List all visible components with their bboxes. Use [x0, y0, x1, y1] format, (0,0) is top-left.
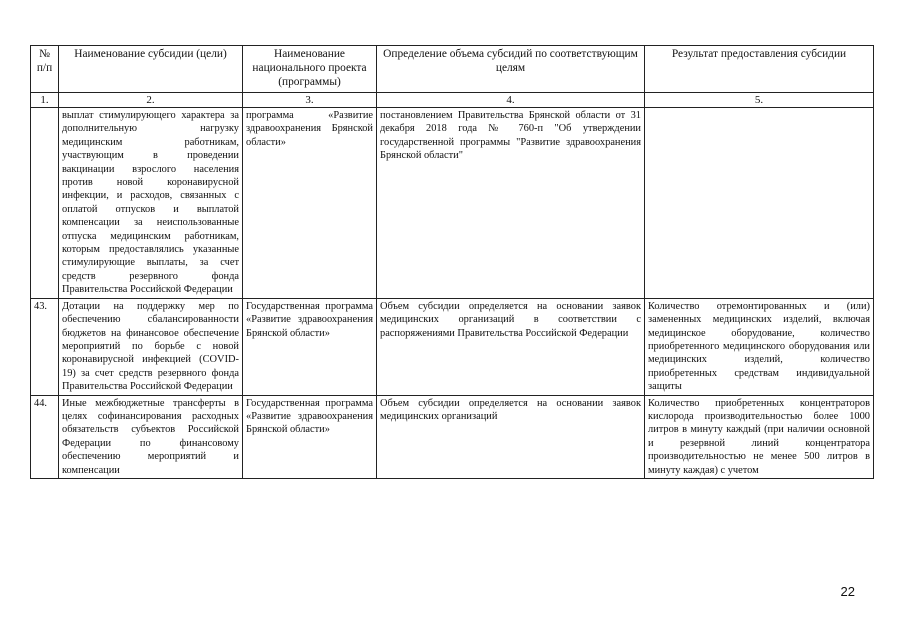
- header-num: № п/п: [31, 46, 59, 93]
- row-volume: постановлением Правительства Брянской области от 31 декабря 2018 года № 760-п "Об утверждении государственной программы "Развитие здравоохранения Брянской области": [377, 108, 645, 299]
- row-num: 44.: [31, 395, 59, 478]
- row-name: Дотации на поддержку мер по обеспечению сбалансированности бюджетов на финансовое обеспечение мероприятий по борьбе с новой коронавирусной инфекцией (COVID-19) за счет средств резервного фонда Правительства Российской Федерации: [59, 298, 243, 395]
- column-number: 5.: [645, 93, 874, 108]
- header-result: Результат предоставления субсидии: [645, 46, 874, 93]
- subsidy-table: [30, 45, 874, 479]
- row-result: [645, 108, 874, 299]
- column-numbers-row: [31, 93, 874, 108]
- row-name: выплат стимулирующего характера за дополнительную нагрузку медицинским работникам, участвующим в проведении вакцинации взрослого населения против новой коронавирусной инфекции, и расходов, связанных с оплатой отпусков и выплатой компенсации за неиспользованные отпуска медицинским работникам, которым предоставлялись указанные стимулирующие выплаты, за счет средств резервного фонда Правительства Российской Федерации: [59, 108, 243, 299]
- row-project: Государственная программа «Развитие здравоохранения Брянской области»: [243, 395, 377, 478]
- column-number: 2.: [59, 93, 243, 108]
- table-row: [31, 108, 874, 299]
- header-project: Наименование национального проекта (программы): [243, 46, 377, 93]
- row-project: программа «Развитие здравоохранения Брянской области»: [243, 108, 377, 299]
- column-number: 3.: [243, 93, 377, 108]
- header-volume: Определение объема субсидий по соответствующим целям: [377, 46, 645, 93]
- row-project: Государственная программа «Развитие здравоохранения Брянской области»: [243, 298, 377, 395]
- table-row: [31, 298, 874, 395]
- row-num: [31, 108, 59, 299]
- row-volume: Объем субсидии определяется на основании заявок медицинских организаций: [377, 395, 645, 478]
- page-number: 22: [840, 584, 855, 599]
- column-number: 1.: [31, 93, 59, 108]
- header-name: Наименование субсидии (цели): [59, 46, 243, 93]
- table-row: [31, 395, 874, 478]
- row-volume: Объем субсидии определяется на основании заявок медицинских организаций в соответствии с распоряжениями Правительства Российской Федерации: [377, 298, 645, 395]
- table-header-row: [31, 46, 874, 93]
- row-result: Количество отремонтированных и (или) замененных медицинских изделий, включая медицинское оборудование, количество приобретенного медицинского оборудования или медицинских изделий, количество приобретенных средствам индивидуальной защиты: [645, 298, 874, 395]
- column-number: 4.: [377, 93, 645, 108]
- row-result: Количество приобретенных концентраторов кислорода производительностью более 1000 литров в минуту каждый (при наличии основной и резервной линий концентратора производительностью не менее 500 литров в минуту каждая) с учетом: [645, 395, 874, 478]
- row-name: Иные межбюджетные трансферты в целях софинансирования расходных обязательств субъектов Российской Федерации по финансовому обеспечению мероприятий и компенсации: [59, 395, 243, 478]
- row-num: 43.: [31, 298, 59, 395]
